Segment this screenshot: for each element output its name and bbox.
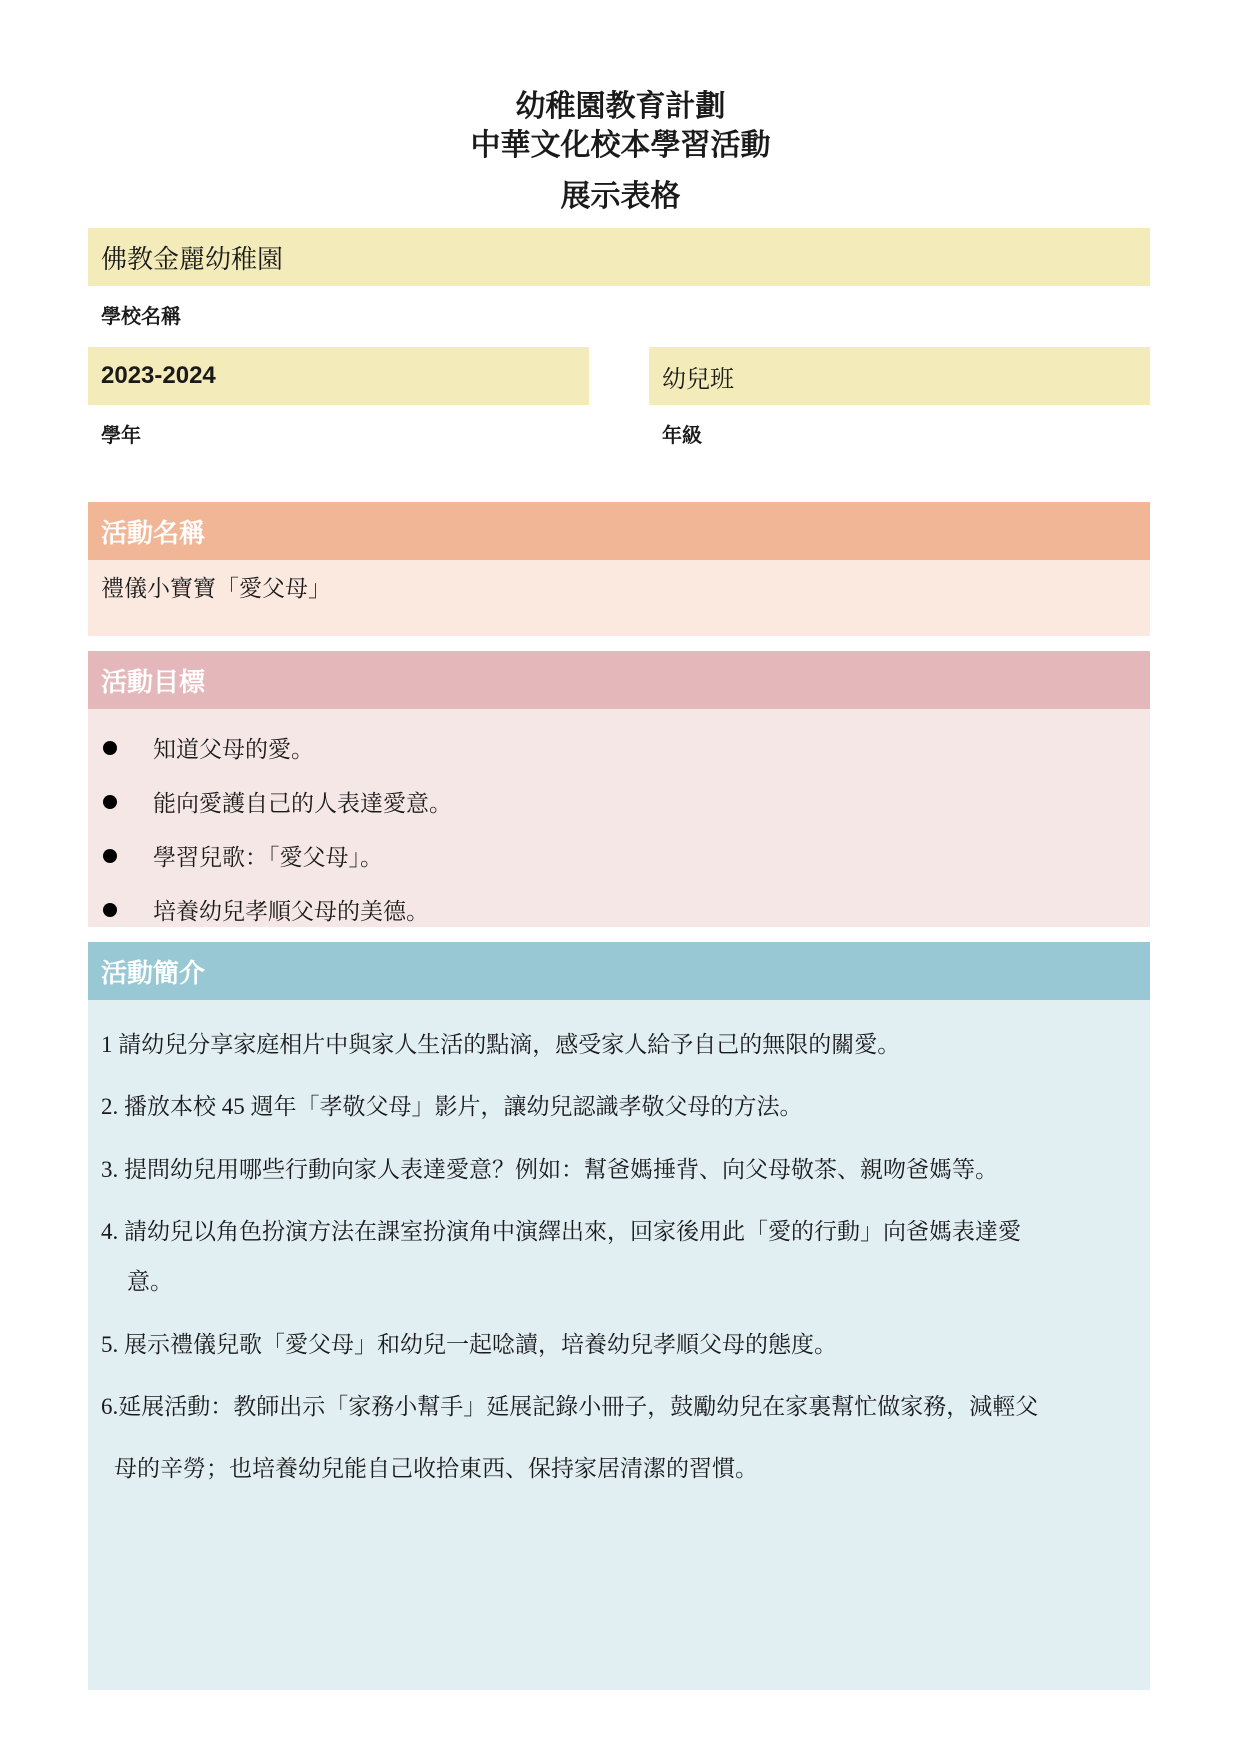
intro-step bbox=[101, 1320, 1136, 1370]
intro-step-text: 6.延展活動：教師出示「家務小幫手」延展記錄小冊子，鼓勵幼兒在家裏幫忙做家務，減輕父 bbox=[101, 1394, 1039, 1419]
grade-label: 年級 bbox=[662, 423, 702, 447]
intro-step-text: 4. 請幼兒以角色扮演方法在課室扮演角中演繹出來，回家後用此「愛的行動」向爸媽表達愛 bbox=[101, 1219, 1021, 1244]
activity-name-field[interactable]: 禮儀小寶寶「愛父母」 bbox=[88, 560, 1150, 636]
document-title: 幼稚園教育計劃 bbox=[515, 89, 726, 124]
goal-text: 知道父母的愛。 bbox=[153, 737, 314, 763]
bullet-icon bbox=[103, 849, 117, 863]
grade-field[interactable]: 幼兒班 bbox=[649, 347, 1150, 405]
goal-text: 學習兒歌：「愛父母」。 bbox=[153, 845, 383, 871]
intro-step bbox=[101, 1082, 1136, 1132]
form-title: 展示表格 bbox=[560, 179, 681, 214]
intro-step-text: 3. 提問幼兒用哪些行動向家人表達愛意？例如：幫爸媽捶背、向父母敬茶、親吻爸媽等。 bbox=[101, 1157, 998, 1182]
goal-item bbox=[88, 785, 452, 818]
activity-intro-section bbox=[88, 1000, 1150, 1690]
intro-step bbox=[101, 1207, 1136, 1307]
activity-name-heading: 活動名稱 bbox=[88, 502, 1150, 560]
school-name-field[interactable]: 佛教金麗幼稚園 bbox=[88, 228, 1150, 286]
bullet-icon bbox=[103, 903, 117, 917]
goal-text: 能向愛護自己的人表達愛意。 bbox=[153, 791, 452, 817]
activity-goals-heading: 活動目標 bbox=[88, 651, 1150, 709]
intro-step bbox=[101, 1020, 1136, 1070]
goal-item bbox=[88, 893, 429, 926]
school-name-label: 學校名稱 bbox=[101, 304, 181, 328]
intro-step bbox=[101, 1145, 1136, 1195]
activity-intro-heading: 活動簡介 bbox=[88, 942, 1150, 1000]
goal-text: 培養幼兒孝順父母的美德。 bbox=[153, 899, 429, 925]
bullet-icon bbox=[103, 795, 117, 809]
activity-goals-section bbox=[88, 709, 1150, 927]
school-year-label: 學年 bbox=[101, 423, 141, 447]
intro-step-text: 2. 播放本校 45 週年「孝敬父母」影片，讓幼兒認識孝敬父母的方法。 bbox=[101, 1094, 803, 1119]
bullet-icon bbox=[103, 741, 117, 755]
intro-step bbox=[101, 1382, 1136, 1494]
intro-step-text-continued: 意。 bbox=[127, 1269, 173, 1294]
document-subtitle: 中華文化校本學習活動 bbox=[470, 128, 771, 163]
intro-step-text: 5. 展示禮儀兒歌「愛父母」和幼兒一起唸讀，培養幼兒孝順父母的態度。 bbox=[101, 1332, 837, 1357]
school-year-field[interactable]: 2023-2024 bbox=[88, 347, 589, 405]
intro-step-text-continued: 母的辛勞；也培養幼兒能自己收拾東西、保持家居清潔的習慣。 bbox=[114, 1456, 758, 1481]
intro-step-text: 1 請幼兒分享家庭相片中與家人生活的點滴，感受家人給予自己的無限的關愛。 bbox=[101, 1032, 901, 1057]
goal-item bbox=[88, 839, 383, 872]
goal-item bbox=[88, 731, 314, 764]
